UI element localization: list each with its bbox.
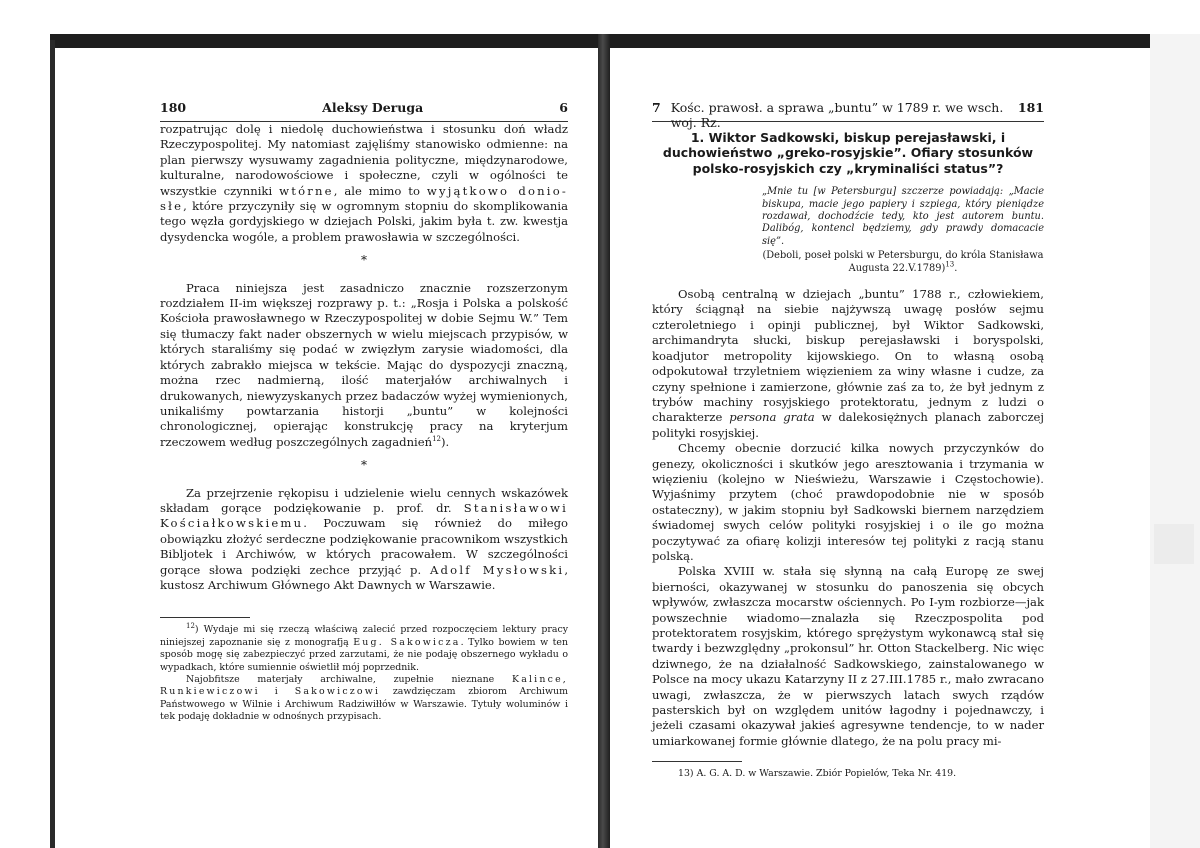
left-running-title: Aleksy Deruga bbox=[322, 100, 424, 115]
footnote-rule bbox=[160, 617, 250, 618]
right-running-head bbox=[652, 100, 1044, 130]
chapter-heading: 1. Wiktor Sadkowski, biskup perejasławski, i duchowieństwo „greko-rosyjskie”. Ofiary stosunków polsko-rosyjskich czy „kryminaliści status”? bbox=[662, 130, 1034, 176]
epigraph bbox=[762, 186, 1044, 275]
left-running-head bbox=[160, 100, 568, 122]
left-paragraph-2: Praca niniejsza jest zasadniczo znacznie rozszerzonym rozdziałem II-im większej rozprawy p. t.: „Rosja i Polska a polskość Kościoła prawosławnego w Rzeczypospolitej w dobie Sejmu W.” Tem się tłumaczy fakt nader obszernych w wielu miejscach przypisów, w których staraliśmy się podać w zwięzłym zarysie wiadomości, dla których zabrakło miejsca w tekście. Mając do dyspozycji znaczną, można rzec nadmierną, ilość materjałów archiwalnych i drukowanych, niewyzyskanych przez badaczów wyżej wymienionych, unikaliśmy powtarzania historji „buntu” w kolejności chronologicznej, opierając konstrukcję pracy na kryterjum rzeczowem według poszczególnych zagadnień$^{12}$). bbox=[160, 280, 568, 449]
left-page-number: 180 bbox=[160, 100, 187, 115]
right-running-title: Kośc. prawosł. a sprawa „buntu” w 1789 r. we wsch. woj. Rz. bbox=[670, 100, 1004, 130]
section-divider: * bbox=[361, 253, 367, 268]
section-divider: * bbox=[361, 458, 367, 473]
scan-left-border bbox=[50, 40, 55, 848]
left-sheet-number: 6 bbox=[559, 100, 568, 115]
left-paragraph-1: rozpatrując dolę i niedolę duchowieństwa i stosunku doń władz Rzeczypospolitej. My natomiast zajęliśmy stanowisko odmienne: na plan pierwszy wysuwamy zagadnienia polityczne, międzynarodowe, kulturalne, narodowościowe i społeczne, czyli w ogólności te wszystkie czynniki wtórne, ale mimo to wyjątkowo donio- słe, które przyczyniły się w ogromnym stopniu do skomplikowania tego węzła gordyjskiego w dziejach Polski, jakim była t. zw. kwestja dysydencka wogóle, a problem prawosławia w szczególności. bbox=[160, 122, 569, 244]
right-body-text bbox=[652, 287, 1044, 749]
left-page bbox=[160, 100, 568, 800]
right-paragraph-1: Osobą centralną w dziejach „buntu” 1788 r., człowiekiem, który ściągnął na siebie najżywszą uwagę posłów sejmu czteroletniego i opinji publicznej, był Wiktor Sadkowski, archimandryta słucki, biskup perejasławski i boryspolski, koadjutor metropolity kijowskiego. On to własną osobą odpokutował trzyletniem więzieniem za winy własne i cudze, za czyny spełnione i zamierzone, głównie zaś za to, że był jednym z trybów machiny rosyjskiego protektoratu, jednym z ludzi o charakterze persona grata w dalekosiężnych planach zaborczej polityki rosyjskiej. bbox=[652, 287, 1045, 440]
right-footnotes bbox=[652, 768, 1044, 780]
right-paragraph-3: Polska XVIII w. stała się słynną na całą Europę ze swej bierności, okazywanej w stosunku do panoszenia się obcych wpływów, zwłaszcza mocarstw ościennych. Po I-ym rozbiorze—jak powszechnie wiadomo—znalazła się Rzeczpospolita pod protektoratem rosyjskim, którego sprężystym wykonawcą stał się twardy i bezwzględny „prokonsul” hr. Otton Stackelberg. Nic więc dziwnego, że na działalność Sadkowskiego, zainstalowanego w Polsce na mocy ukazu Katarzyny II z 27.III.1785 r., mało zwracano uwagi, zwłaszcza, że w pierwszych latach swych rządów pasterskich był on względem unitów łagodny i pojednawczy, i jeżeli czasami okazywał jakieś agresywne tendencje, to w nader umiarkowanej formie głównie dlatego, że na polu pracy mi- bbox=[652, 564, 1044, 748]
right-paragraph-2: Chcemy obecnie dorzucić kilka nowych przyczynków do genezy, okoliczności i skutków jego aresztowania i trzymania w więzieniu (kolejno w Nieświeżu, Warszawie i Częstochowie). Wyjaśnimy przytem (choć prawdopodobnie nie w sposób ostateczny), w jakim stopniu był Sadkowski biernem narzędziem świadomej swych celów polityki rosyjskiej i o ile go można poczytywać za ofiarę kolizji interesów tej polityki z racją stanu polską. bbox=[652, 441, 1044, 563]
scan-right-margin bbox=[1150, 34, 1200, 848]
book-spine bbox=[598, 34, 610, 848]
epigraph-source: (Deboli, poseł polski w Petersburgu, do króla Stanisława Augusta 22.V.1789)$^{13}$. bbox=[762, 250, 1044, 274]
scan-top-border bbox=[50, 34, 1200, 48]
left-paragraph-3: Za przejrzenie rękopisu i udzielenie wielu cennych wskazówek składam gorące podziękowanie p. prof. dr. Stanisławowi Kościałkowskiemu. Poczuwam się również do miłego obowiązku złożyć serdeczne podziękowanie pracownikom wszystkich Bibljotek i Archiwów, w których pracowałem. W szczególności gorące słowa podzięki zechce przyjąć p. Adolf Mysłowski, kustosz Archiwum Głównego Akt Dawnych w Warszawie. bbox=[160, 485, 568, 592]
right-page bbox=[652, 100, 1044, 800]
right-sheet-number: 7 bbox=[652, 100, 661, 115]
footnote-12: $^{12}$) Wydaje mi się rzeczą właściwą zalecić przed rozpoczęciem lektury pracy niniejszej zapoznanie się z monografją Eug. Sakowicza. Tylko bowiem w ten sposób mogę się zabezpieczyć przed zarzutami, że nie podaję obszernego wykładu o wypadkach, które sumiennie oświetlił mój poprzednik. bbox=[160, 622, 568, 673]
scan-artifact bbox=[1154, 524, 1194, 564]
footnote-rule bbox=[652, 761, 742, 762]
epigraph-quote: „Mnie tu [w Petersburgu] szczerze powiadają: „Macie biskupa, macie jego papiery i szpiega, który pieniądze rozdawał, dochodźcie tedy, kto jest autorem buntu. Dalibóg, kontencl będziemy, gdy prawdy domacacie się”. bbox=[762, 186, 1044, 247]
footnote-12-continued: Najobfitsze materjały archiwalne, zupełnie nieznane Kalince, Runkiewiczowi i Sakowiczowi zawdzięczam zbiorom Archiwum Państwowego w Wilnie i Archiwum Radziwiłłów w Warszawie. Tytuły woluminów i tek podaję dokładnie w odnośnych przypisach. bbox=[160, 674, 568, 723]
left-body-text bbox=[160, 122, 568, 593]
footnote-13: 13) A. G. A. D. w Warszawie. Zbiór Popielów, Teka Nr. 419. bbox=[678, 768, 957, 780]
right-page-number: 181 bbox=[1017, 100, 1044, 115]
left-footnotes bbox=[160, 624, 568, 723]
